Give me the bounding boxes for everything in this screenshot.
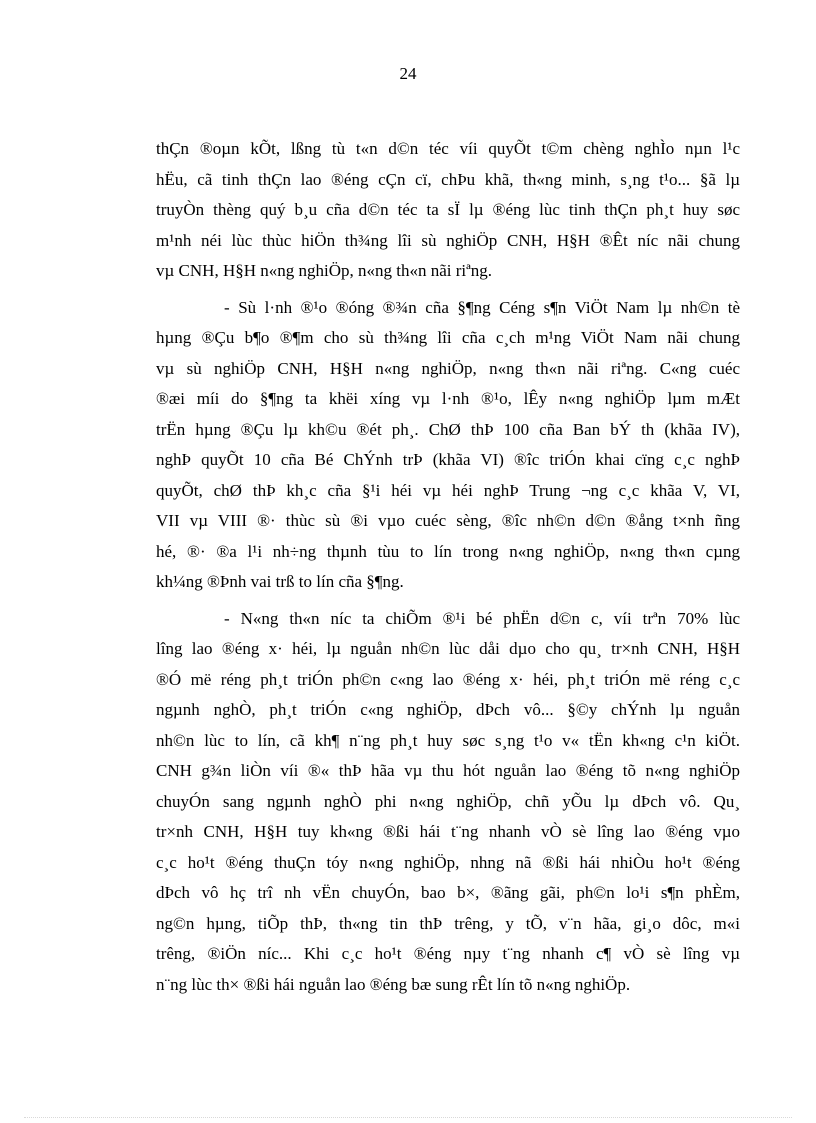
text-line: quyÕt, chØ thÞ kh¸c cña §¹i héi vµ héi nghÞ Trung ¬ng c¸c khãa V, VI,	[156, 480, 740, 500]
text-line: CNH g¾n liÒn víi ®« thÞ hãa vµ thu hót nguån lao ®éng tõ n«ng nghiÖp	[156, 761, 740, 780]
text-line: m¹nh néi lùc thùc hiÖn th¾ng lîi sù nghiÖp CNH, H§H ®Êt níc nãi chung	[156, 230, 740, 250]
text-line: ®æi míi do §¶ng ta khëi xíng vµ l·nh ®¹o, lÊy n«ng nghiÖp lµm mÆt	[156, 389, 740, 408]
text-line: vµ sù nghiÖp CNH, H§H n«ng nghiÖp, n«ng th«n nãi riªng. C«ng cuéc	[156, 358, 740, 378]
text-line: c¸c ho¹t ®éng thuÇn tóy n«ng nghiÖp, nhng nã ®ßi hái nhiÒu ho¹t ®éng	[156, 852, 740, 872]
text-line: trêng, ®iÖn níc... Khi c¸c ho¹t ®éng nµy t¨ng nhanh c¶ vÒ sè lîng vµ	[156, 944, 740, 963]
text-line: dÞch vô hç trî nh vËn chuyÓn, bao b×, ®ãng gãi, ph©n lo¹i s¶n phÈm,	[156, 883, 740, 902]
text-line: ®Ó më réng ph¸t triÓn ph©n c«ng lao ®éng x· héi, ph¸t triÓn më réng c¸c	[156, 669, 740, 689]
page-bottom-divider	[24, 1117, 792, 1118]
text-line: ngµnh nghÒ, ph¸t triÓn c«ng nghiÖp, dÞch vô... §©y chÝnh lµ nguån	[156, 700, 740, 719]
text-line: vµ CNH, H§H n«ng nghiÖp, n«ng th«n nãi riªng.	[156, 261, 493, 280]
text-line: - Sù l·nh ®¹o ®óng ®¾n cña §¶ng Céng s¶n ViÖt Nam lµ nh©n tè	[224, 297, 740, 317]
paragraph-1	[156, 134, 740, 287]
text-line: lîng lao ®éng x· héi, lµ nguån nh©n lùc dåi dµo cho qu¸ tr×nh CNH, H§H	[156, 639, 740, 658]
text-line: - N«ng th«n níc ta chiÕm ®¹i bé phËn d©n c, víi trªn 70% lùc	[224, 608, 740, 628]
body-text	[156, 134, 740, 1000]
page-number: 24	[399, 64, 417, 83]
text-line: tr×nh CNH, H§H tuy kh«ng ®ßi hái t¨ng nhanh vÒ sè lîng lao ®éng vµo	[156, 822, 740, 841]
text-line: hµng ®Çu b¶o ®¶m cho sù th¾ng lîi cña c¸ch m¹ng ViÖt Nam nãi chung	[156, 328, 740, 347]
text-line: nghÞ quyÕt 10 cña Bé ChÝnh trÞ (khãa VI) ®îc triÓn khai cïng c¸c nghÞ	[156, 450, 740, 469]
text-line: hé, ®· ®a l¹i nh÷ng thµnh tùu to lín trong n«ng nghiÖp, n«ng th«n cµng	[156, 541, 740, 561]
text-line: VII vµ VIII ®· thùc sù ®i vµo cuéc sèng, ®îc nh©n d©n ®ång t×nh ñng	[156, 511, 740, 530]
text-line: trËn hµng ®Çu lµ kh©u ®ét ph¸. ChØ thÞ 100 cña Ban bÝ th (khãa IV),	[156, 419, 740, 439]
text-line: kh¼ng ®Þnh vai trß to lín cña §¶ng.	[156, 572, 404, 591]
text-line: n¨ng lùc th× ®ßi hái nguån lao ®éng bæ sung rÊt lín tõ n«ng nghiÖp.	[156, 974, 631, 994]
text-line: ng©n hµng, tiÕp thÞ, th«ng tin thÞ trêng, y tÕ, v¨n hãa, gi¸o dôc, m«i	[156, 913, 740, 933]
text-line: nh©n lùc to lín, cã kh¶ n¨ng ph¸t huy søc s¸ng t¹o v« tËn kh«ng c¹n kiÖt.	[156, 730, 740, 750]
paragraph-3	[156, 604, 740, 1001]
text-line: chuyÓn sang ngµnh nghÒ phi n«ng nghiÖp, chñ yÕu lµ dÞch vô. Qu¸	[156, 791, 740, 811]
text-line: hËu, cã tinh thÇn lao ®éng cÇn cï, chÞu khã, th«ng minh, s¸ng t¹o... §ã lµ	[156, 169, 740, 189]
text-line: thÇn ®oµn kÕt, lßng tù t«n d©n téc víi quyÕt t©m chèng nghÌo nµn l¹c	[156, 139, 740, 158]
text-line: truyÒn thèng quý b¸u cña d©n téc ta sÏ lµ ®éng lùc tinh thÇn ph¸t huy søc	[156, 200, 740, 219]
paragraph-2	[156, 293, 740, 598]
